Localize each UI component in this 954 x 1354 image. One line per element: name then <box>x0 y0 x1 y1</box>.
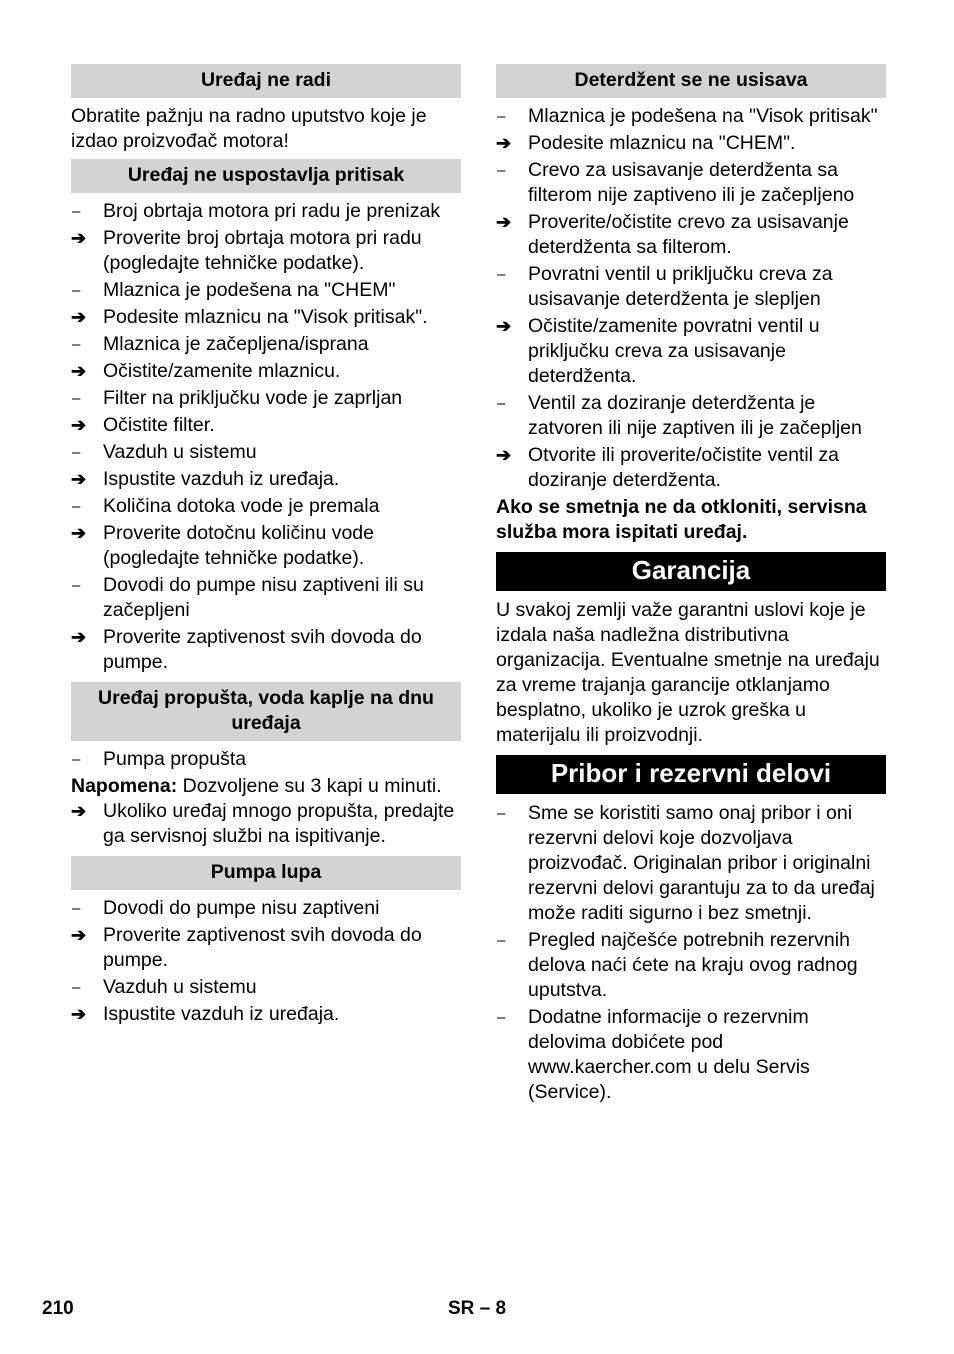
dash-icon: – <box>497 266 506 283</box>
list-item <box>496 1005 886 1105</box>
section-heading-detergent: Deterdžent se ne usisava <box>496 64 886 98</box>
list-item-text: Broj obrtaja motora pri radu je prenizak <box>103 200 441 222</box>
arrow-right-icon: ➔ <box>71 415 87 435</box>
dash-icon: – <box>72 282 81 299</box>
page-number: 210 <box>42 1298 74 1319</box>
heading-accessories: Pribor i rezervni delovi <box>496 755 886 794</box>
list-item-text: Ukoliko uređaj mnogo propušta, predajte ga servisnoj službi na ispitivanje. <box>103 800 455 847</box>
arrow-right-icon: ➔ <box>496 133 512 153</box>
list-item <box>71 521 461 571</box>
list-item-text: Proverite zaptivenost svih dovoda do pumpe. <box>103 626 422 673</box>
list-item <box>71 799 461 849</box>
list-item <box>496 928 886 1003</box>
list-item-text: Pregled najčešće potrebnih rezervnih delova naći ćete na kraju ovog radnog uputstva. <box>528 929 858 1001</box>
list-item <box>71 573 461 623</box>
arrow-right-icon: ➔ <box>71 1004 87 1024</box>
list-item-text: Proverite/očistite crevo za usisavanje deterdženta sa filterom. <box>528 211 849 258</box>
arrow-right-icon: ➔ <box>71 361 87 381</box>
list-item-text: Proverite dotočnu količinu vode (pogledajte tehničke podatke). <box>103 522 374 569</box>
list-item <box>496 262 886 312</box>
right-column <box>496 64 886 1112</box>
list-item <box>496 158 886 208</box>
list-item-text: Pumpa propušta <box>103 748 247 770</box>
note-paragraph <box>71 774 461 799</box>
list-item <box>71 305 461 330</box>
list-item <box>71 896 461 921</box>
list-pump-knocking <box>71 896 461 1027</box>
dash-icon: – <box>497 932 506 949</box>
list-item-text: Mlaznica je podešena na "Visok pritisak" <box>528 105 878 127</box>
dash-icon: – <box>72 979 81 996</box>
list-item <box>71 332 461 357</box>
list-item <box>496 391 886 441</box>
list-item <box>71 278 461 303</box>
list-detergent <box>496 104 886 493</box>
dash-icon: – <box>497 805 506 822</box>
list-item-text: Ispustite vazduh iz uređaja. <box>103 1003 340 1025</box>
list-item-text: Podesite mlaznicu na "Visok pritisak". <box>103 306 428 328</box>
note-label: Napomena: <box>71 775 178 797</box>
list-item-text: Količina dotoka vode je premala <box>103 495 380 517</box>
dash-icon: – <box>72 336 81 353</box>
list-item <box>496 443 886 493</box>
left-column <box>71 64 461 1034</box>
language-page-label: SR – 8 <box>448 1298 507 1319</box>
list-leaking-cause <box>71 747 461 772</box>
list-no-pressure <box>71 199 461 675</box>
dash-icon: – <box>497 162 506 179</box>
section-heading-device-not-working: Uređaj ne radi <box>71 64 461 98</box>
paragraph-engine-manual: Obratite pažnju na radno uputstvo koje je izdao proizvođač motora! <box>71 105 427 152</box>
list-item-text: Dovodi do pumpe nisu zaptiveni <box>103 897 380 919</box>
list-item-text: Očistite/zamenite mlaznicu. <box>103 360 341 382</box>
list-leaking-remedy <box>71 799 461 849</box>
arrow-right-icon: ➔ <box>71 627 87 647</box>
dash-icon: – <box>497 108 506 125</box>
list-item-text: Mlaznica je podešena na "CHEM" <box>103 279 396 301</box>
list-item <box>71 923 461 973</box>
list-item <box>71 440 461 465</box>
dash-icon: – <box>497 1009 506 1026</box>
arrow-right-icon: ➔ <box>496 316 512 336</box>
list-item <box>71 494 461 519</box>
service-note: Ako se smetnja ne da otkloniti, servisna služba mora ispitati uređaj. <box>496 496 867 543</box>
list-item-text: Dodatne informacije o rezervnim delovima dobićete pod www.kaercher.com u delu Servis (Service). <box>528 1006 810 1103</box>
list-item <box>496 104 886 129</box>
arrow-right-icon: ➔ <box>71 801 87 821</box>
dash-icon: – <box>72 203 81 220</box>
arrow-right-icon: ➔ <box>71 469 87 489</box>
list-item-text: Povratni ventil u priključku creva za usisavanje deterdženta je slepljen <box>528 263 833 310</box>
list-item <box>71 413 461 438</box>
list-item-text: Očistite filter. <box>103 414 215 436</box>
list-item <box>496 210 886 260</box>
dash-icon: – <box>72 498 81 515</box>
list-item <box>71 359 461 384</box>
list-item-text: Ventil za doziranje deterdženta je zatvoren ili nije zaptiven ili je začepljen <box>528 392 862 439</box>
dash-icon: – <box>72 751 81 768</box>
list-item <box>71 199 461 224</box>
list-item <box>71 226 461 276</box>
arrow-right-icon: ➔ <box>71 925 87 945</box>
dash-icon: – <box>72 390 81 407</box>
list-item-text: Očistite/zamenite povratni ventil u priključku creva za usisavanje deterdženta. <box>528 315 820 387</box>
list-item <box>496 131 886 156</box>
arrow-right-icon: ➔ <box>71 228 87 248</box>
list-item <box>496 314 886 389</box>
arrow-right-icon: ➔ <box>71 307 87 327</box>
list-item <box>71 1002 461 1027</box>
list-item <box>71 386 461 411</box>
list-item-text: Podesite mlaznicu na "CHEM". <box>528 132 796 154</box>
arrow-right-icon: ➔ <box>496 212 512 232</box>
list-item-text: Otvorite ili proverite/očistite ventil za doziranje deterdženta. <box>528 444 840 491</box>
dash-icon: – <box>72 444 81 461</box>
list-item <box>71 467 461 492</box>
section-heading-leaking: Uređaj propušta, voda kaplje na dnu uređaja <box>71 682 461 741</box>
section-heading-pump-knocking: Pumpa lupa <box>71 856 461 890</box>
dash-icon: – <box>497 395 506 412</box>
dash-icon: – <box>72 900 81 917</box>
list-item-text: Mlaznica je začepljena/isprana <box>103 333 369 355</box>
list-item-text: Filter na priključku vode je zaprljan <box>103 387 403 409</box>
list-item-text: Proverite zaptivenost svih dovoda do pumpe. <box>103 924 422 971</box>
list-item <box>71 625 461 675</box>
list-item-text: Crevo za usisavanje deterdženta sa filterom nije zaptiveno ili je začepljeno <box>528 159 855 206</box>
list-item-text: Sme se koristiti samo onaj pribor i oni rezervni delovi koje dozvoljava proizvođač. Originalan pribor i originalni rezervni delovi garantuju za to da uređaj može raditi sigurno i bez smetnji. <box>528 802 875 924</box>
note-text: Dozvoljene su 3 kapi u minuti. <box>177 775 442 797</box>
list-item <box>496 801 886 926</box>
list-item <box>71 747 461 772</box>
arrow-right-icon: ➔ <box>71 523 87 543</box>
list-item <box>71 975 461 1000</box>
list-item-text: Ispustite vazduh iz uređaja. <box>103 468 340 490</box>
heading-warranty: Garancija <box>496 552 886 591</box>
dash-icon: – <box>72 577 81 594</box>
list-item-text: Vazduh u sistemu <box>103 441 257 463</box>
list-item-text: Proverite broj obrtaja motora pri radu (pogledajte tehničke podatke). <box>103 227 422 274</box>
paragraph-warranty: U svakoj zemlji važe garantni uslovi koje je izdala naša nadležna distributivna organizacija. Eventualne smetnje na uređaju za vreme trajanja garancije otklanjamo besplatno, ukoliko je uzrok greška u materijalu ili proizvodnji. <box>496 599 880 746</box>
list-item-text: Dovodi do pumpe nisu zaptiveni ili su začepljeni <box>103 574 424 621</box>
list-accessories <box>496 801 886 1105</box>
section-heading-no-pressure: Uređaj ne uspostavlja pritisak <box>71 159 461 193</box>
arrow-right-icon: ➔ <box>496 445 512 465</box>
list-item-text: Vazduh u sistemu <box>103 976 257 998</box>
